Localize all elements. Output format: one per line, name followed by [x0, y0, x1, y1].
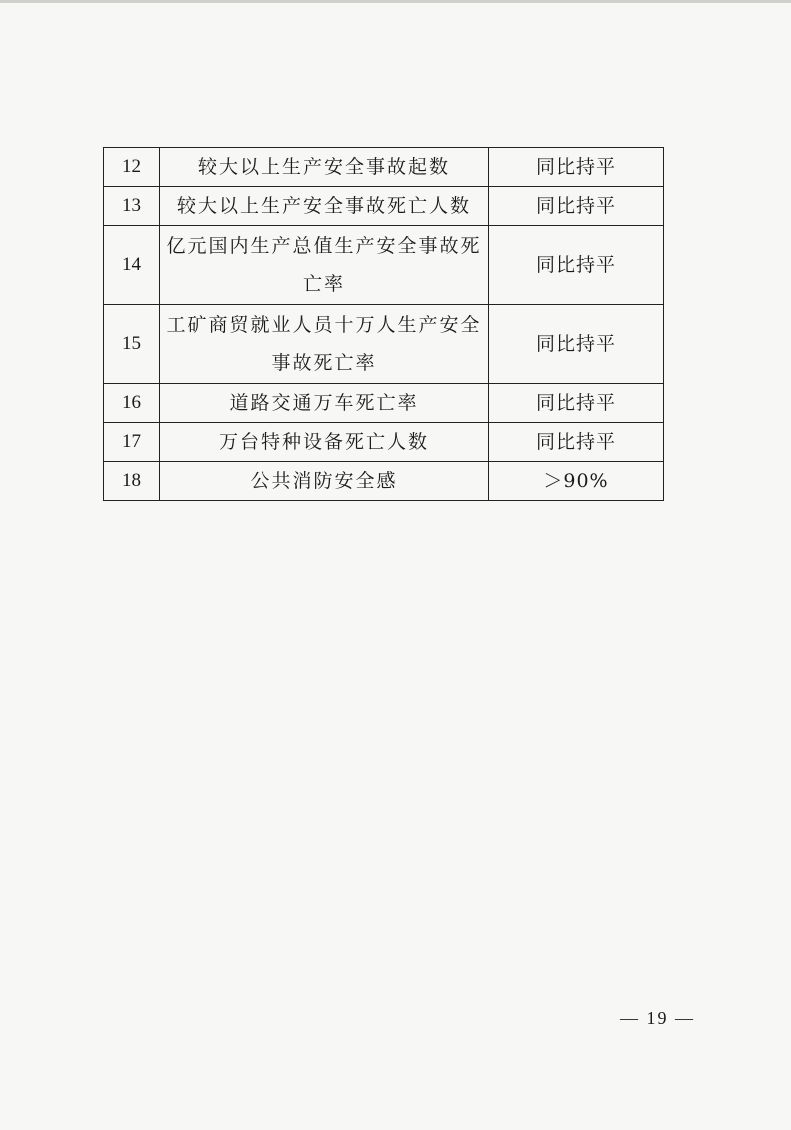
page-number: — 19 — — [620, 1008, 695, 1028]
page-top-edge — [0, 0, 791, 3]
row-number: 18 — [104, 462, 160, 501]
table-row — [104, 462, 664, 501]
indicator-target: 同比持平 — [489, 305, 664, 384]
indicator-target: 同比持平 — [489, 187, 664, 226]
indicator-table — [103, 147, 664, 501]
indicator-target: 同比持平 — [489, 423, 664, 462]
row-number: 16 — [104, 384, 160, 423]
row-number: 15 — [104, 305, 160, 384]
indicator-name: 较大以上生产安全事故死亡人数 — [160, 187, 489, 226]
indicator-target: 同比持平 — [489, 148, 664, 187]
row-number: 12 — [104, 148, 160, 187]
indicator-name: 工矿商贸就业人员十万人生产安全事故死亡率 — [160, 305, 489, 384]
indicator-target: ＞90% — [489, 462, 664, 501]
table-row — [104, 226, 664, 305]
indicator-name: 较大以上生产安全事故起数 — [160, 148, 489, 187]
indicator-name: 道路交通万车死亡率 — [160, 384, 489, 423]
indicator-name: 公共消防安全感 — [160, 462, 489, 501]
row-number: 17 — [104, 423, 160, 462]
table-row — [104, 423, 664, 462]
table-row — [104, 148, 664, 187]
table-row — [104, 187, 664, 226]
indicator-name: 亿元国内生产总值生产安全事故死亡率 — [160, 226, 489, 305]
table-row — [104, 384, 664, 423]
indicator-table-container — [103, 147, 660, 501]
indicator-name: 万台特种设备死亡人数 — [160, 423, 489, 462]
row-number: 13 — [104, 187, 160, 226]
table-row — [104, 305, 664, 384]
indicator-target: 同比持平 — [489, 226, 664, 305]
indicator-target: 同比持平 — [489, 384, 664, 423]
row-number: 14 — [104, 226, 160, 305]
